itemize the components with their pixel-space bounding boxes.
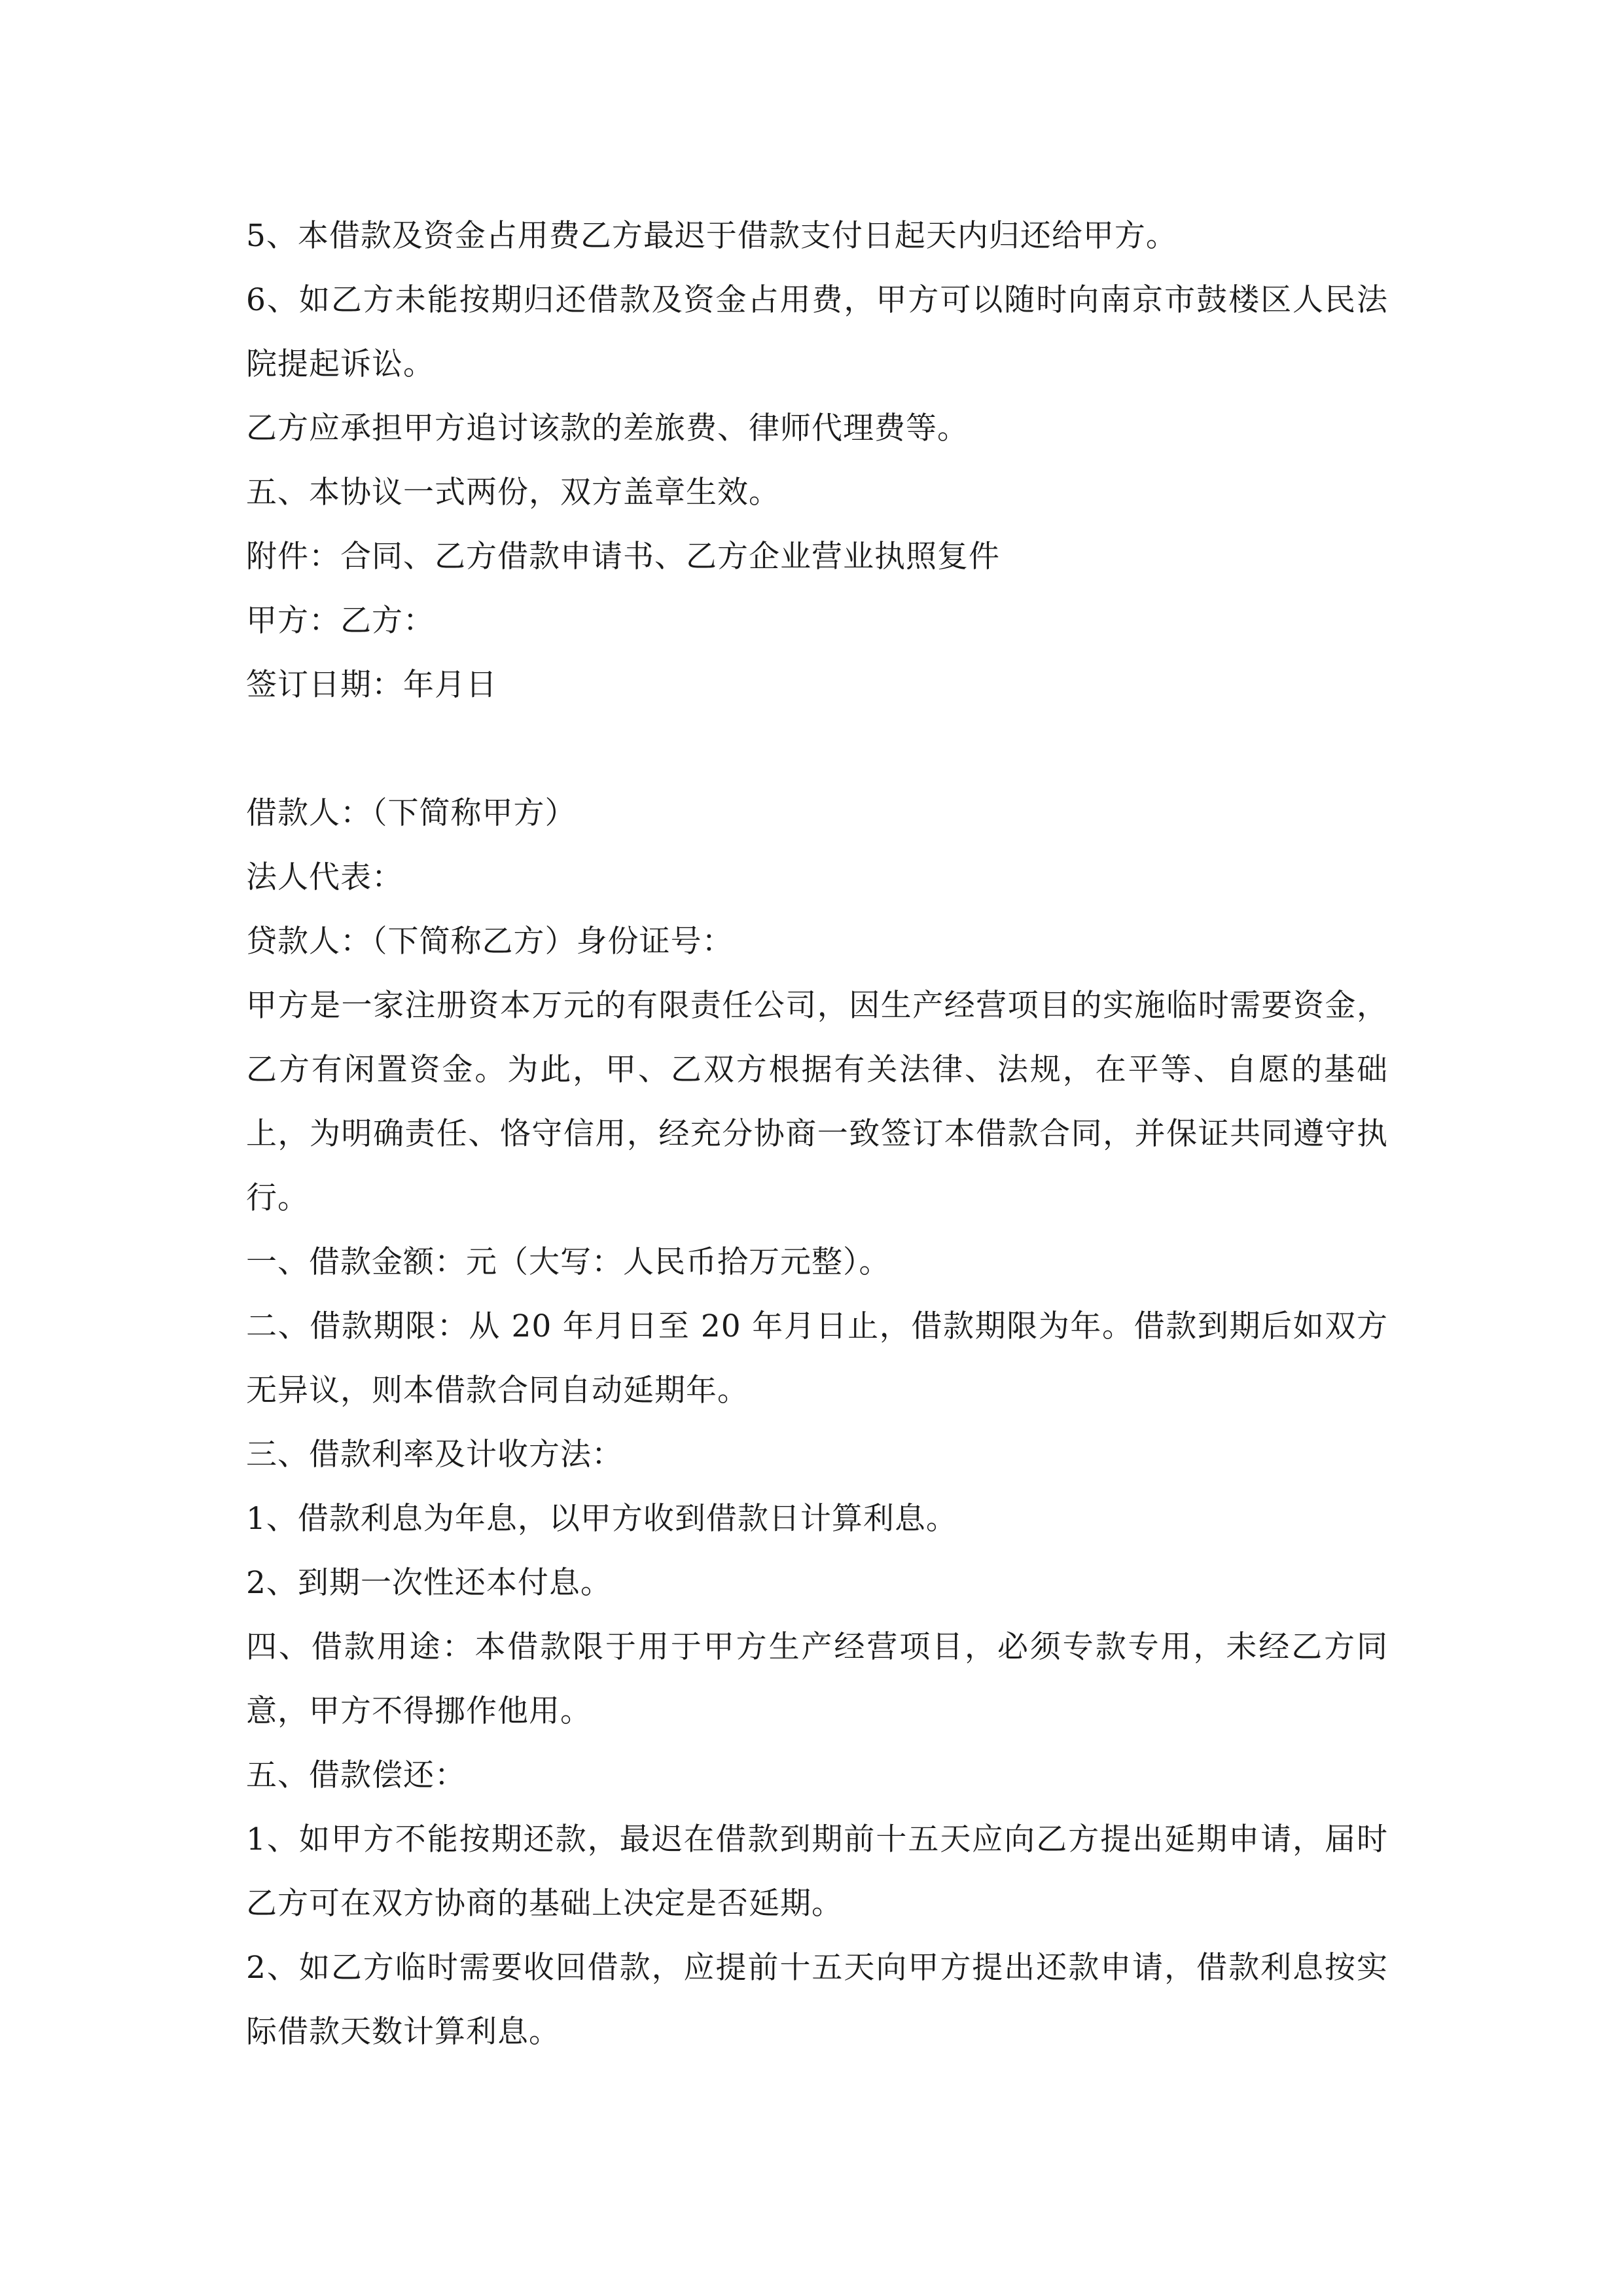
legal-representative: 法人代表： — [246, 859, 403, 895]
repayment-clause-1: 1、如甲方不能按期还款，最迟在借款到期前十五天应向乙方提出延期申请，届时乙方可在双方协商的基础上决定是否延期。 — [246, 1821, 1388, 1922]
expense-liability: 乙方应承担甲方追讨该款的差旅费、律师代理费等。 — [246, 410, 969, 446]
document-body — [246, 204, 1388, 2064]
interest-clause-1: 1、借款利息为年息，以甲方收到借款日计算利息。 — [246, 1501, 957, 1537]
interest-heading: 三、借款利率及计收方法： — [246, 1437, 623, 1473]
party-signatures: 甲方：乙方： — [246, 603, 435, 639]
repayment-heading: 五、借款偿还： — [246, 1757, 466, 1793]
interest-clause-2: 2、到期一次性还本付息。 — [246, 1565, 612, 1601]
loan-purpose: 四、借款用途：本借款限于用于甲方生产经营项目，必须专款专用，未经乙方同意，甲方不得挪作他用。 — [246, 1629, 1388, 1729]
loan-term: 二、借款期限：从 20 年月日至 20 年月日止，借款期限为年。借款到期后如双方无异议，则本借款合同自动延期年。 — [246, 1308, 1388, 1408]
agreement-copies: 五、本协议一式两份，双方盖章生效。 — [246, 475, 780, 511]
section-gap — [246, 717, 1388, 781]
repayment-clause-2: 2、如乙方临时需要收回借款，应提前十五天向甲方提出还款申请，借款利息按实际借款天数计算利息。 — [246, 1950, 1388, 2050]
clause-5-repayment-deadline: 5、本借款及资金占用费乙方最迟于借款支付日起天内归还给甲方。 — [246, 218, 1177, 254]
loan-amount: 一、借款金额：元（大写：人民币拾万元整）。 — [246, 1244, 891, 1280]
clause-6-litigation: 6、如乙方未能按期归还借款及资金占用费，甲方可以随时向南京市鼓楼区人民法院提起诉讼。 — [246, 282, 1388, 382]
preamble: 甲方是一家注册资本万元的有限责任公司，因生产经营项目的实施临时需要资金，乙方有闲置资金。为此，甲、乙双方根据有关法律、法规，在平等、自愿的基础上，为明确责任、恪守信用，经充分协商一致签订本借款合同，并保证共同遵守执行。 — [246, 988, 1388, 1216]
attachments: 附件：合同、乙方借款申请书、乙方企业营业执照复件 — [246, 539, 1000, 575]
signing-date: 签订日期：年月日 — [246, 667, 497, 703]
lender: 贷款人：（下简称乙方）身份证号： — [246, 924, 734, 960]
borrower: 借款人：（下简称甲方） — [246, 795, 577, 831]
